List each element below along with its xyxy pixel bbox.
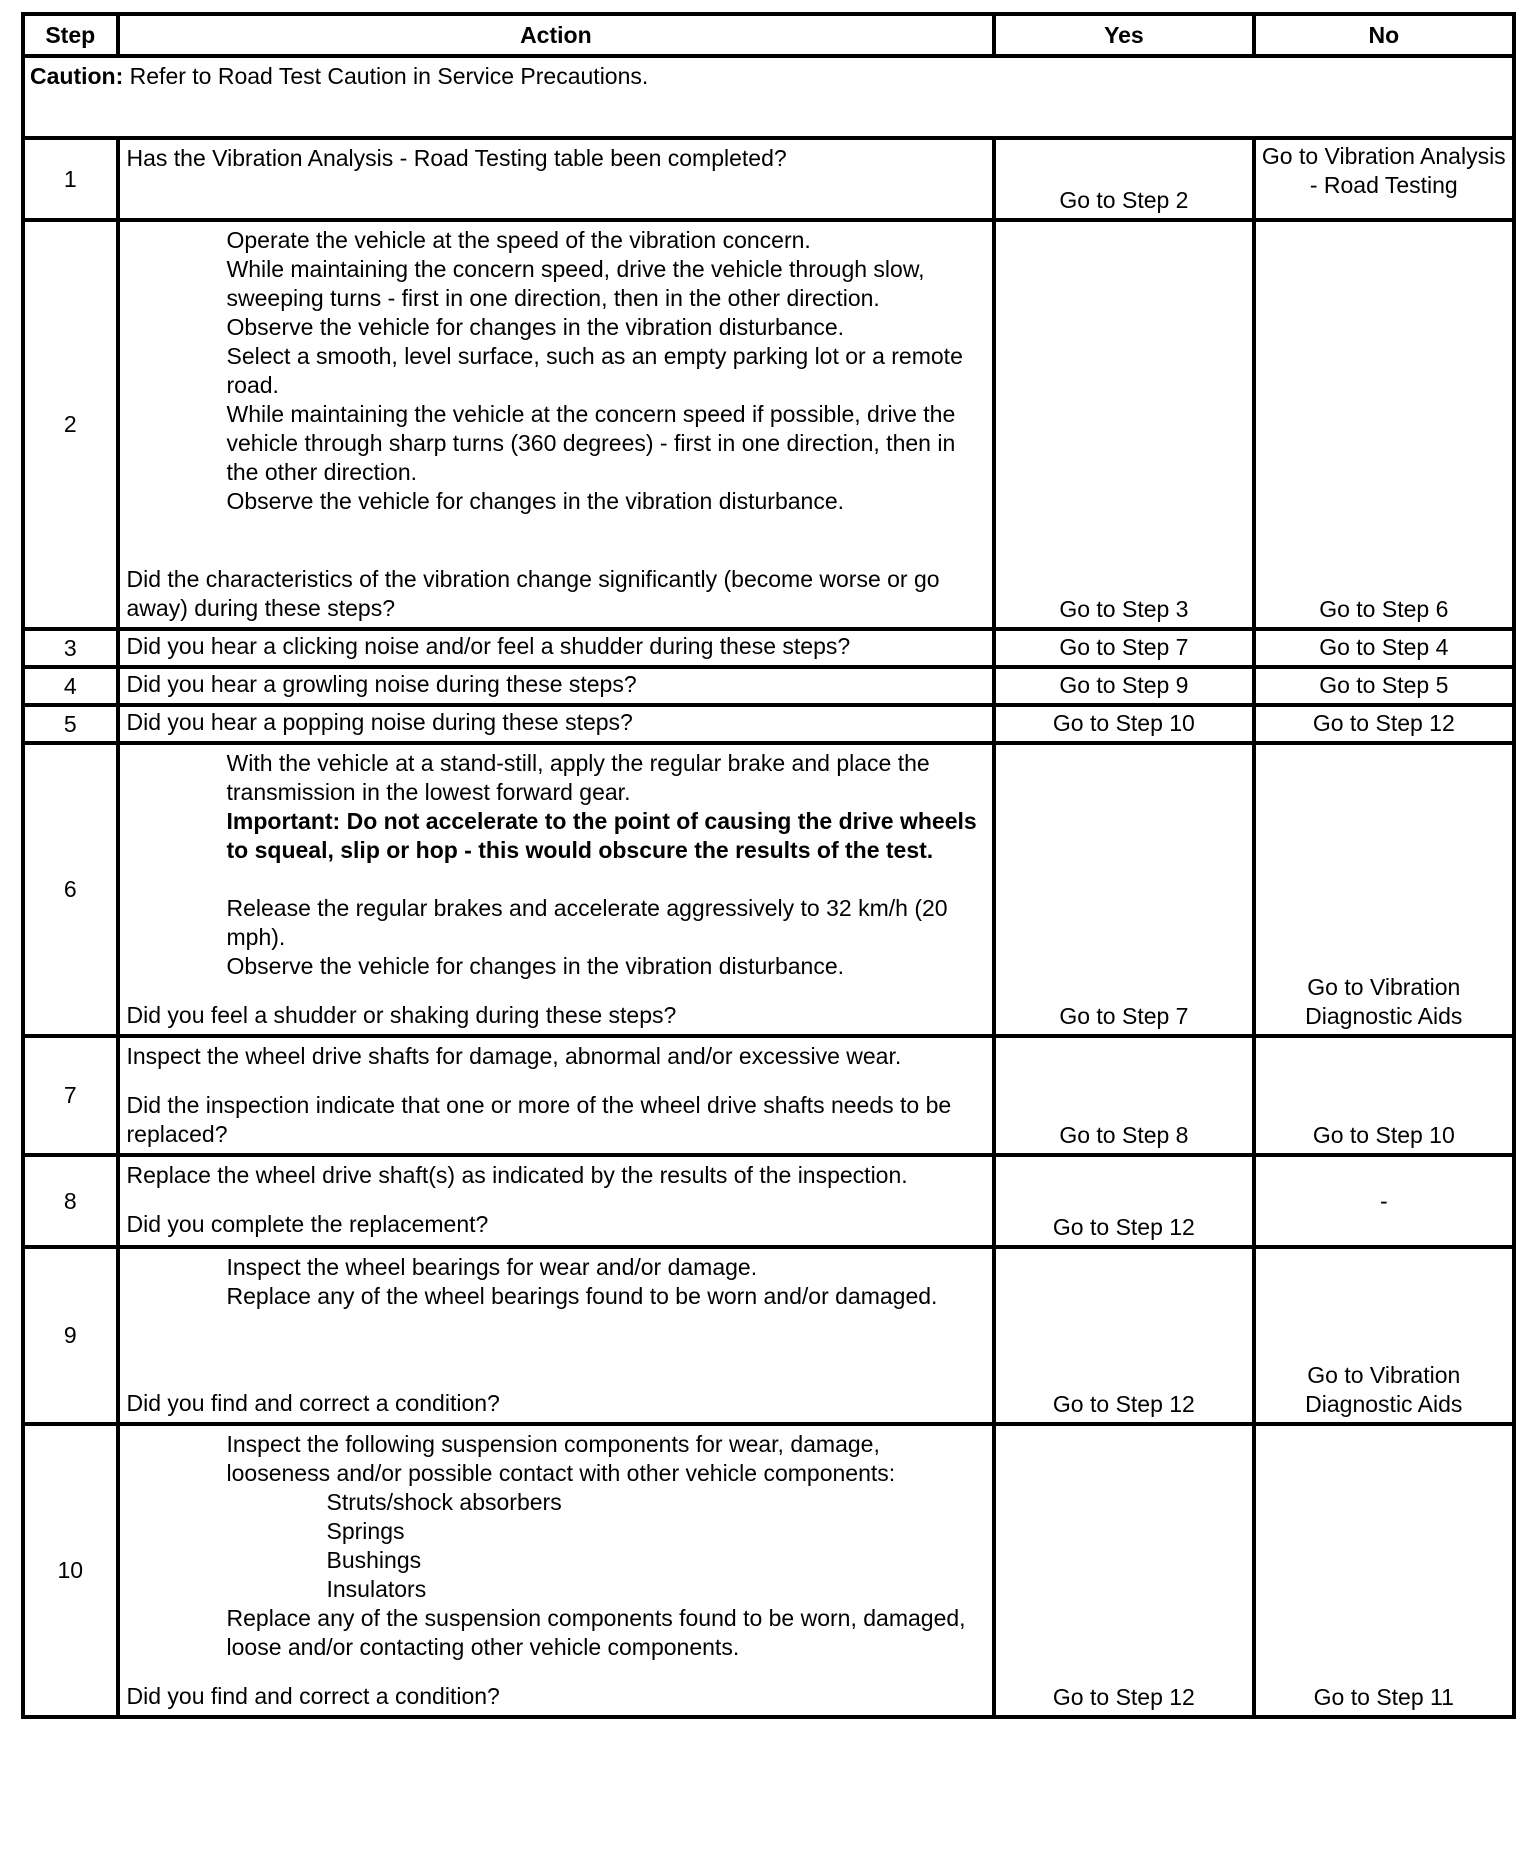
step-number: 4 (23, 667, 118, 705)
caution-text: Refer to Road Test Caution in Service Precautions. (123, 63, 649, 89)
step-number: 10 (23, 1424, 118, 1717)
action-cell (118, 1247, 995, 1424)
no-cell: Go to Step 5 (1254, 667, 1514, 705)
instruction-line: Select a smooth, level surface, such as an empty parking lot or a remote road. (226, 343, 963, 398)
question-text: Did the inspection indicate that one or more of the wheel drive shafts needs to be replaced? (126, 1092, 952, 1147)
no-cell: Go to Step 6 (1254, 220, 1514, 629)
no-cell: Go to Vibration Diagnostic Aids (1254, 743, 1514, 1036)
instruction-line: Inspect the wheel bearings for wear and/or damage. (226, 1254, 758, 1280)
instruction-line: While maintaining the concern speed, drive the vehicle through slow, sweeping turns - first in one direction, then in the other direction. (226, 256, 925, 311)
diagnostic-table (21, 12, 1516, 1719)
no-cell: Go to Step 12 (1254, 705, 1514, 743)
instruction-line: Observe the vehicle for changes in the vibration disturbance. (226, 314, 845, 340)
question-text: Did you hear a popping noise during these steps? (118, 705, 995, 743)
step-number: 1 (23, 138, 118, 220)
diagnostic-table-page (21, 12, 1516, 1719)
instruction-line: Operate the vehicle at the speed of the vibration concern. (226, 227, 811, 253)
no-cell: Go to Step 10 (1254, 1036, 1514, 1155)
table-row (23, 743, 1514, 1036)
table-row (23, 629, 1514, 667)
yes-cell: Go to Step 7 (994, 629, 1253, 667)
instruction-line: Observe the vehicle for changes in the vibration disturbance. (226, 488, 845, 514)
action-cell (118, 138, 995, 220)
action-cell (118, 1155, 995, 1247)
step-number: 5 (23, 705, 118, 743)
yes-cell: Go to Step 12 (994, 1155, 1253, 1247)
component-item: Springs (326, 1518, 405, 1544)
header-row (23, 14, 1514, 56)
step-number: 9 (23, 1247, 118, 1424)
question-text: Did you feel a shudder or shaking during these steps? (126, 1002, 677, 1028)
yes-cell: Go to Step 12 (994, 1247, 1253, 1424)
step-number: 8 (23, 1155, 118, 1247)
instruction-line: Observe the vehicle for changes in the vibration disturbance. (226, 953, 845, 979)
table-row (23, 138, 1514, 220)
action-cell (118, 1424, 995, 1717)
instruction-line: Replace any of the suspension components found to be worn, damaged, loose and/or contacting other vehicle components. (226, 1605, 966, 1660)
instruction-line: While maintaining the vehicle at the concern speed if possible, drive the vehicle through sharp turns (360 degrees) - first in one direction, then in the other direction. (226, 401, 956, 485)
header-action: Action (118, 14, 995, 56)
instruction-list (127, 1253, 985, 1311)
no-cell: - (1254, 1155, 1514, 1247)
table-row (23, 1247, 1514, 1424)
component-list (127, 1488, 985, 1604)
yes-cell: Go to Step 2 (994, 138, 1253, 220)
question-text: Has the Vibration Analysis - Road Testing table been completed? (126, 145, 787, 171)
table-row (23, 1155, 1514, 1247)
step-number: 7 (23, 1036, 118, 1155)
step-number: 2 (23, 220, 118, 629)
action-cell (118, 743, 995, 1036)
instruction-line: Replace any of the wheel bearings found to be worn and/or damaged. (226, 1283, 938, 1309)
action-line: Inspect the wheel drive shafts for damage, abnormal and/or excessive wear. (126, 1043, 902, 1069)
yes-cell: Go to Step 10 (994, 705, 1253, 743)
question-text: Did you find and correct a condition? (126, 1390, 500, 1416)
important-note: Important: Do not accelerate to the point of causing the drive wheels to squeal, slip or hop - this would obscure the results of the test. (226, 808, 977, 863)
component-item: Struts/shock absorbers (326, 1489, 562, 1515)
caution-row (23, 56, 1514, 138)
step-number: 3 (23, 629, 118, 667)
instruction-line: Inspect the following suspension components for wear, damage, looseness and/or possible contact with other vehicle components: (226, 1431, 896, 1486)
instruction-list (127, 1430, 985, 1488)
instruction-list (127, 749, 985, 981)
no-cell: Go to Step 11 (1254, 1424, 1514, 1717)
no-cell: Go to Vibration Diagnostic Aids (1254, 1247, 1514, 1424)
action-line: Replace the wheel drive shaft(s) as indicated by the results of the inspection. (126, 1162, 908, 1188)
table-row (23, 667, 1514, 705)
yes-cell: Go to Step 9 (994, 667, 1253, 705)
table-row (23, 220, 1514, 629)
yes-cell: Go to Step 3 (994, 220, 1253, 629)
header-yes: Yes (994, 14, 1253, 56)
yes-cell: Go to Step 8 (994, 1036, 1253, 1155)
header-no: No (1254, 14, 1514, 56)
no-cell: Go to Step 4 (1254, 629, 1514, 667)
caution-label: Caution: (30, 63, 124, 89)
table-row (23, 1036, 1514, 1155)
question-text: Did you find and correct a condition? (126, 1683, 500, 1709)
table-row (23, 1424, 1514, 1717)
component-item: Insulators (326, 1576, 427, 1602)
component-item: Bushings (326, 1547, 422, 1573)
step-number: 6 (23, 743, 118, 1036)
instruction-list (127, 226, 985, 516)
no-cell: Go to Vibration Analysis - Road Testing (1254, 138, 1514, 220)
instruction-line: Release the regular brakes and accelerate aggressively to 32 km/h (20 mph). (226, 895, 948, 950)
question-text: Did you complete the replacement? (126, 1211, 489, 1237)
instruction-line: With the vehicle at a stand-still, apply the regular brake and place the transmission in the lowest forward gear. (226, 750, 930, 805)
header-step: Step (23, 14, 118, 56)
table-row (23, 705, 1514, 743)
question-text: Did you hear a clicking noise and/or feel a shudder during these steps? (118, 629, 995, 667)
action-cell (118, 220, 995, 629)
yes-cell: Go to Step 7 (994, 743, 1253, 1036)
question-text: Did the characteristics of the vibration change significantly (become worse or go away) during these steps? (126, 566, 940, 621)
caution-cell (23, 56, 1514, 138)
yes-cell: Go to Step 12 (994, 1424, 1253, 1717)
question-text: Did you hear a growling noise during these steps? (118, 667, 995, 705)
instruction-list (127, 1604, 985, 1662)
action-cell (118, 1036, 995, 1155)
